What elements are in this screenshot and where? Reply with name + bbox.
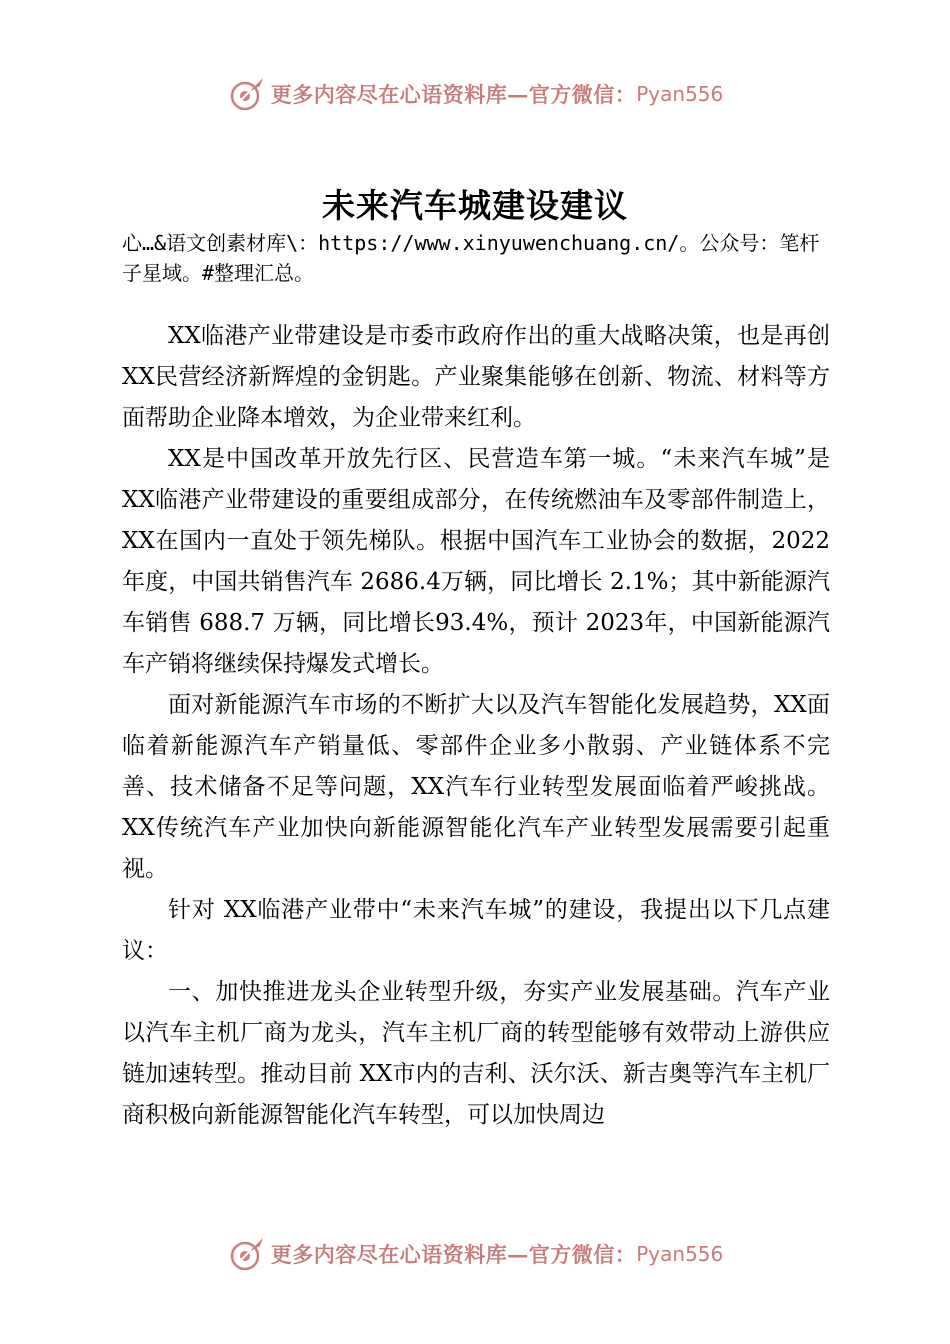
- document-body: [122, 316, 830, 1136]
- quill-logo-icon: [227, 74, 267, 114]
- watermark-wechat-id: Pyan556: [636, 82, 724, 106]
- footer-watermark-banner: [0, 1232, 950, 1276]
- paragraph-2: XX是中国改革开放先行区、民营造车第一城。“未来汽车城”是 XX临港产业带建设的重要组成部分，在传统燃油车及零部件制造上，XX在国内一直处于领先梯队。根据中国汽车工业协会的数据，2022年度，中国共销售汽车 2686.4万辆，同比增长 2.1%；其中新能源汽车销售 688.7 万辆，同比增长93.4%，预计 2023年，中国新能源汽车产销将继续保持爆发式增长。: [122, 446, 830, 677]
- watermark-wechat-id: Pyan556: [636, 1242, 724, 1266]
- document-title: 未来汽车城建设建议: [322, 186, 628, 225]
- quill-logo-icon: [227, 1234, 267, 1274]
- header-watermark-banner: [0, 72, 950, 116]
- paragraph-1: XX临港产业带建设是市委市政府作出的重大战略决策，也是再创 XX民营经济新辉煌的金钥匙。产业聚集能够在创新、物流、材料等方面帮助企业降本增效，为企业带来红利。: [122, 323, 830, 431]
- paragraph-3: 面对新能源汽车市场的不断扩大以及汽车智能化发展趋势，XX面临着新能源汽车产销量低、零部件企业多小散弱、产业链体系不完善、技术储备不足等问题，XX汽车行业转型发展面临着严峻挑战。XX传统汽车产业加快向新能源智能化汽车产业转型发展需要引起重视。: [122, 692, 830, 882]
- watermark-text: 更多内容尽在心语资料库—官方微信：: [270, 82, 637, 107]
- paragraph-5: 一、加快推进龙头企业转型升级，夯实产业发展基础。汽车产业以汽车主机厂商为龙头，汽车主机厂商的转型能够有效带动上游供应链加速转型。推动目前 XX市内的吉利、沃尔沃、新吉奥等汽车主机厂商积极向新能源智能化汽车转型，可以加快周边: [122, 979, 830, 1128]
- paragraph-4: 针对 XX临港产业带中“未来汽车城”的建设，我提出以下几点建议：: [122, 897, 830, 964]
- source-line: 心…&语文创素材库\：https://www.xinyuwenchuang.cn/。公众号：笔杆子星域。#整理汇总。: [122, 231, 820, 285]
- watermark-text: 更多内容尽在心语资料库—官方微信：: [270, 1242, 637, 1267]
